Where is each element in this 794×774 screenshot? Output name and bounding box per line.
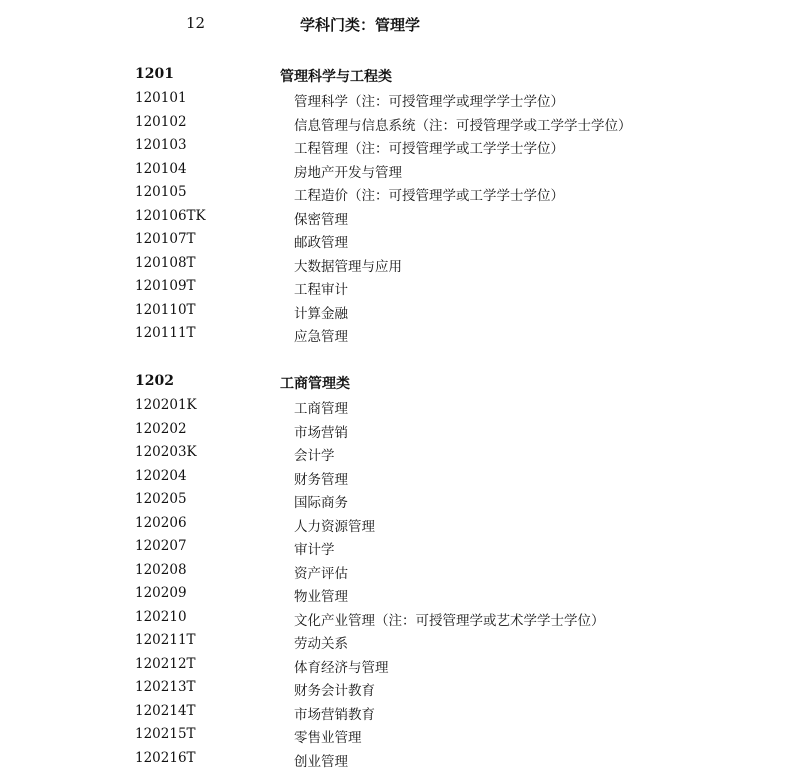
major-row <box>0 114 794 138</box>
major-row <box>0 397 794 421</box>
major-row <box>0 703 794 727</box>
major-code: 120215T <box>135 726 196 742</box>
major-code: 120214T <box>135 702 196 719</box>
major-code: 120213T <box>135 679 196 695</box>
major-name: 工程造价（注：可授管理学或工学学士学位） <box>294 188 564 204</box>
major-row <box>0 562 794 586</box>
major-row <box>0 468 794 492</box>
major-name: 文化产业管理（注：可授管理学或艺术学学士学位） <box>294 612 605 629</box>
major-code: 120203K <box>135 444 197 460</box>
group-code: 1201 <box>135 66 174 82</box>
major-name: 物业管理 <box>294 589 348 605</box>
major-row <box>0 421 794 445</box>
major-row <box>0 750 794 774</box>
major-group <box>0 373 794 773</box>
major-code: 120102 <box>135 113 187 130</box>
major-name: 信息管理与信息系统（注：可授管理学或工学学士学位） <box>294 117 632 134</box>
major-row <box>0 491 794 515</box>
major-code: 120108T <box>135 254 196 271</box>
group-header <box>0 66 794 90</box>
major-code: 120206 <box>135 514 187 531</box>
major-group <box>0 66 794 349</box>
major-name: 体育经济与管理 <box>294 659 389 676</box>
major-row <box>0 161 794 185</box>
major-row <box>0 208 794 232</box>
group-name: 工商管理类 <box>280 376 350 392</box>
major-row <box>0 656 794 680</box>
major-row <box>0 444 794 468</box>
major-name: 财务会计教育 <box>294 683 375 699</box>
major-name: 创业管理 <box>294 753 348 770</box>
major-row <box>0 609 794 633</box>
major-code: 120201K <box>135 397 197 413</box>
major-name: 会计学 <box>294 448 335 464</box>
major-name: 零售业管理 <box>294 730 362 746</box>
major-name: 应急管理 <box>294 329 348 345</box>
major-name: 资产评估 <box>294 565 348 582</box>
major-code: 120111T <box>135 325 196 341</box>
major-name: 大数据管理与应用 <box>294 258 402 275</box>
major-name: 邮政管理 <box>294 235 348 251</box>
major-code: 120107T <box>135 231 196 247</box>
major-name: 工程审计 <box>294 282 348 298</box>
major-code: 120110T <box>135 301 196 318</box>
major-row <box>0 538 794 562</box>
major-name: 工商管理 <box>294 401 348 417</box>
major-name: 劳动关系 <box>294 636 348 652</box>
category-title: 学科门类：管理学 <box>300 16 421 34</box>
major-name: 财务管理 <box>294 471 348 488</box>
major-code: 120216T <box>135 749 196 766</box>
major-code: 120211T <box>135 632 196 648</box>
major-code: 120109T <box>135 278 196 294</box>
major-row <box>0 255 794 279</box>
major-code: 120212T <box>135 655 196 672</box>
major-row <box>0 231 794 255</box>
major-code: 120205 <box>135 491 187 507</box>
major-code: 120209 <box>135 585 187 601</box>
major-code: 120208 <box>135 561 187 578</box>
major-code: 120101 <box>135 90 187 106</box>
major-name: 国际商务 <box>294 495 348 511</box>
major-name: 计算金融 <box>294 305 348 322</box>
major-code: 120104 <box>135 160 187 177</box>
major-list <box>0 397 794 773</box>
group-code: 1202 <box>135 373 174 389</box>
major-row <box>0 90 794 114</box>
major-list <box>0 90 794 349</box>
major-name: 人力资源管理 <box>294 518 375 535</box>
category-code: 12 <box>186 14 206 32</box>
major-row <box>0 632 794 656</box>
major-code: 120210 <box>135 608 187 625</box>
major-name: 市场营销 <box>294 424 348 441</box>
major-name: 市场营销教育 <box>294 706 375 723</box>
major-name: 保密管理 <box>294 211 348 228</box>
major-code: 120204 <box>135 467 187 484</box>
major-name: 房地产开发与管理 <box>294 164 402 181</box>
major-code: 120202 <box>135 420 187 437</box>
major-row <box>0 325 794 349</box>
major-row <box>0 184 794 208</box>
group-header <box>0 373 794 397</box>
major-code: 120105 <box>135 184 187 200</box>
major-code: 120106TK <box>135 207 206 224</box>
major-name: 工程管理（注：可授管理学或工学学士学位） <box>294 141 564 157</box>
major-code: 120207 <box>135 538 187 554</box>
major-row <box>0 137 794 161</box>
major-row <box>0 302 794 326</box>
major-row <box>0 679 794 703</box>
major-row <box>0 515 794 539</box>
major-row <box>0 278 794 302</box>
major-row <box>0 726 794 750</box>
group-name: 管理科学与工程类 <box>280 69 392 85</box>
major-name: 管理科学（注：可授管理学或理学学士学位） <box>294 94 564 110</box>
major-row <box>0 585 794 609</box>
major-code: 120103 <box>135 137 187 153</box>
major-name: 审计学 <box>294 542 335 558</box>
